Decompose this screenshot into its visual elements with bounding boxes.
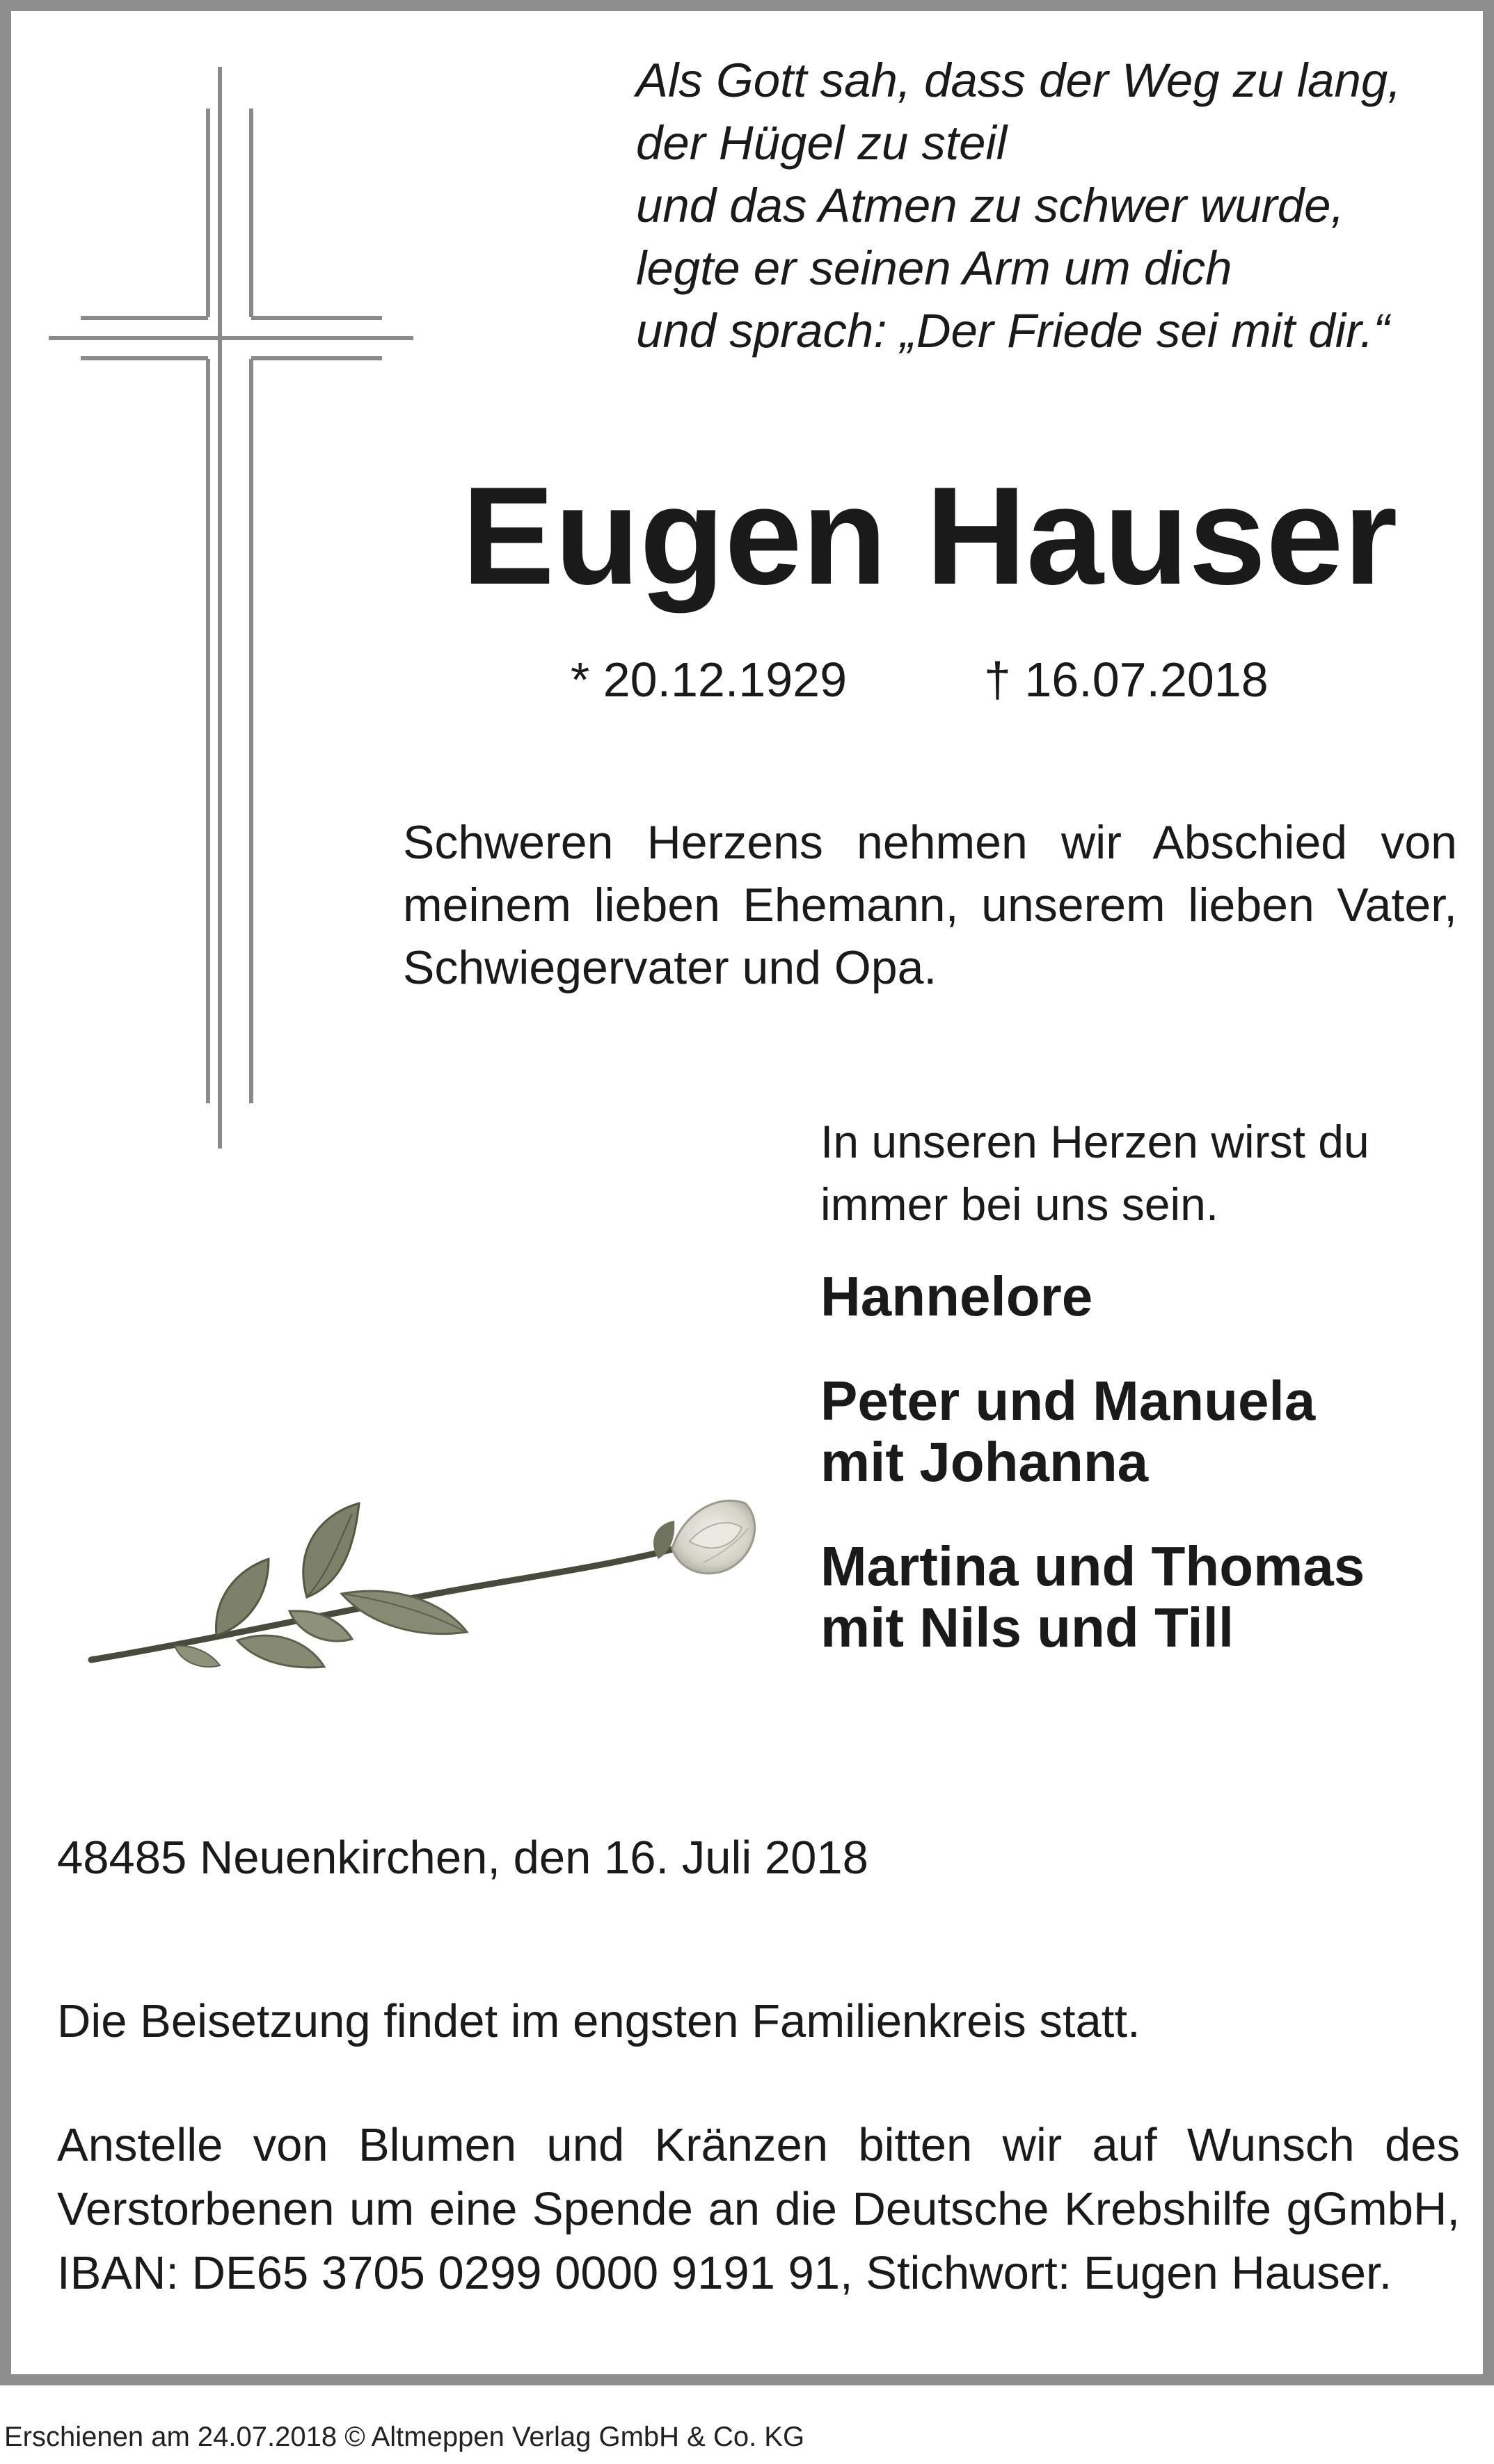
family-name: mit Johanna [820, 1431, 1149, 1493]
family-group [820, 1536, 1488, 1658]
poem [636, 49, 1485, 362]
closing-text: In unseren Herzen wirst du immer bei uns sein. [820, 1116, 1369, 1230]
family-group [820, 1266, 1488, 1327]
death-date: † 16.07.2018 [984, 653, 1269, 707]
birth-date: * 20.12.1929 [571, 653, 848, 707]
family-name: Peter und Manuela [820, 1370, 1316, 1432]
poem-line: und das Atmen zu schwer wurde, [636, 179, 1344, 232]
deceased-name: Eugen Hauser [461, 458, 1398, 614]
family-name: Martina und Thomas [820, 1535, 1365, 1597]
intro-text: Schweren Herzens nehmen wir Abschied von meinem lieben Ehemann, unserem lieben Vater, Schwiegervater und Opa. [403, 816, 1457, 994]
family-block [820, 1110, 1488, 1702]
poem-line: der Hügel zu steil [636, 116, 1008, 170]
poem-line: und sprach: „Der Friede sei mit dir.“ [636, 304, 1390, 358]
family-name: mit Nils und Till [820, 1597, 1234, 1658]
donation-notice: Anstelle von Blumen und Kränzen bitten wir auf Wunsch des Verstorbenen um eine Spende an die Deutsche Krebshilfe gGmbH, IBAN: DE65 3705 0299 0000 9191 91, Stichwort: Eugen Hauser. [57, 2119, 1460, 2299]
publication-footer: Erschienen am 24.07.2018 © Altmeppen Verlag GmbH & Co. KG [4, 2422, 805, 2452]
poem-line: Als Gott sah, dass der Weg zu lang, [636, 54, 1401, 107]
cross-icon [11, 11, 429, 1166]
rose-icon [77, 1472, 766, 1702]
family-group [820, 1370, 1488, 1493]
family-name: Hannelore [820, 1265, 1093, 1327]
place-date: 48485 Neuenkirchen, den 16. Juli 2018 [57, 1832, 868, 1884]
burial-notice: Die Beisetzung findet im engsten Familienkreis statt. [57, 1995, 1141, 2047]
poem-line: legte er seinen Arm um dich [636, 241, 1232, 295]
